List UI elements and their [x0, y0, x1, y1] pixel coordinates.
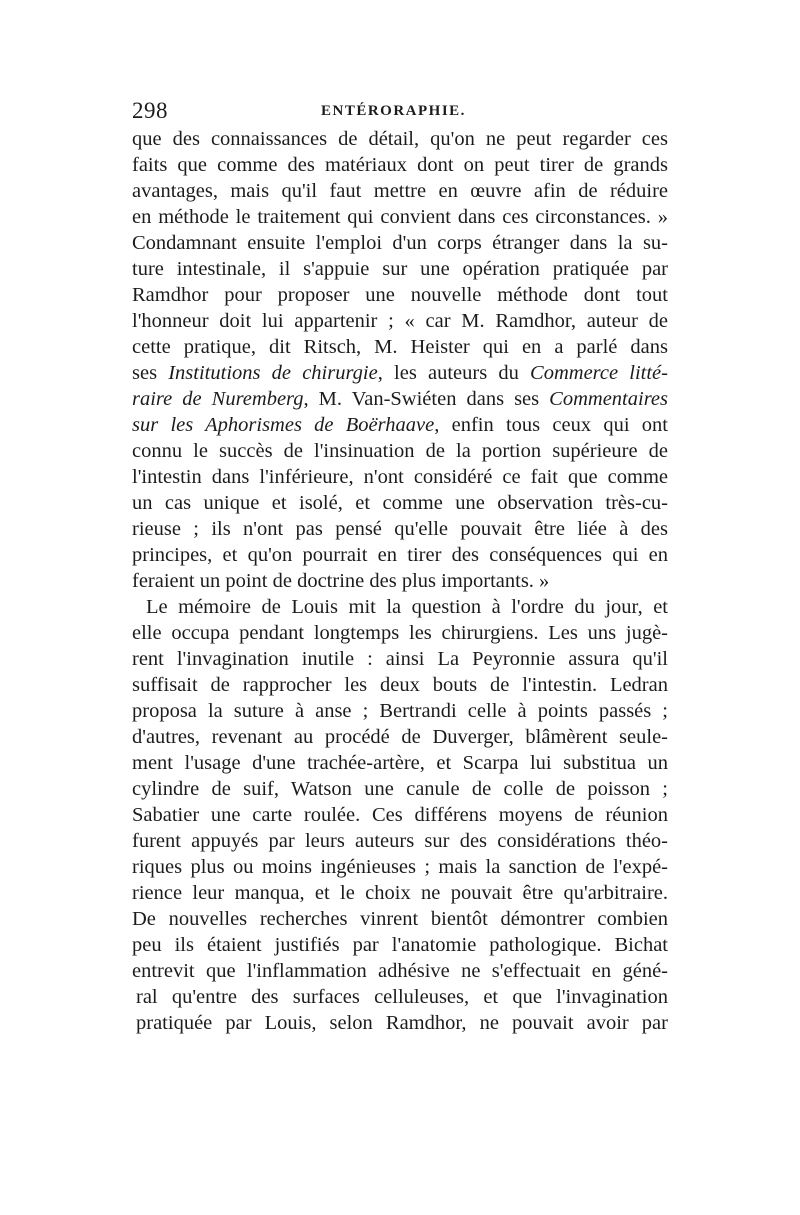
text-line: ment l'usage d'une trachée-artère, et Scarpa lui substitua un	[132, 752, 668, 774]
text-line: rience leur manqua, et le choix ne pouvait être qu'arbitraire.	[132, 882, 668, 904]
running-head: ENTÉRORAPHIE.	[321, 103, 466, 119]
text-line-italic-mixed	[132, 386, 668, 412]
text-line: faits que comme des matériaux dont on peut tirer de grands	[132, 154, 668, 176]
text-line: l'honneur doit lui appartenir ; « car M. Ramdhor, auteur de	[132, 310, 668, 332]
italic-title: raire de Nuremberg	[132, 388, 304, 410]
page-number: 298	[132, 98, 168, 123]
text-line: connu le succès de l'insinuation de la portion supérieure de	[132, 440, 668, 462]
text-line: Condamnant ensuite l'emploi d'un corps étranger dans la su-	[132, 232, 668, 254]
text-line: cylindre de suif, Watson une canule de colle de poisson ;	[132, 778, 668, 800]
text-line: ture intestinale, il s'appuie sur une opération pratiquée par	[132, 258, 668, 280]
text-line: d'autres, revenant au procédé de Duverger, blâmèrent seule-	[132, 726, 668, 748]
text-line: riques plus ou moins ingénieuses ; mais la sanction de l'expé-	[132, 856, 668, 878]
text-line: elle occupa pendant longtemps les chirurgiens. Les uns jugè-	[132, 622, 668, 644]
text-line-italic-mixed	[132, 360, 668, 386]
text-line: pratiquée par Louis, selon Ramdhor, ne pouvait avoir par	[136, 1012, 668, 1034]
text-line: furent appuyés par leurs auteurs sur des considérations théo-	[132, 830, 668, 852]
italic-title: Institutions de chirurgie	[168, 362, 378, 384]
text-line: l'intestin dans l'inférieure, n'ont considéré ce fait que comme	[132, 466, 668, 488]
text-line: Ramdhor pour proposer une nouvelle méthode dont tout	[132, 284, 668, 306]
text-line: rieuse ; ils n'ont pas pensé qu'elle pouvait être liée à des	[132, 518, 668, 540]
text-line: un cas unique et isolé, et comme une observation très-cu-	[132, 492, 668, 514]
text-run: ses	[132, 362, 169, 384]
text-line: en méthode le traitement qui convient dans ces circonstances. »	[132, 206, 668, 228]
text-line-italic-mixed	[132, 412, 668, 438]
text-run: , enfin tous ceux qui ont	[434, 414, 669, 436]
page-header	[132, 96, 662, 128]
text-line: peu ils étaient justifiés par l'anatomie pathologique. Bichat	[132, 934, 668, 956]
text-line: Sabatier une carte roulée. Ces différens moyens de réunion	[132, 804, 668, 826]
italic-title: Commentaires	[549, 388, 668, 410]
text-line: rent l'invagination inutile : ainsi La Peyronnie assura qu'il	[132, 648, 668, 670]
text-line: que des connaissances de détail, qu'on ne peut regarder ces	[132, 128, 668, 150]
text-run: , M. Van-Swiéten dans ses	[303, 388, 550, 410]
italic-title: Commerce litté-	[530, 362, 668, 384]
body-text	[132, 126, 668, 1036]
text-line: suffisait de rapprocher les deux bouts de l'intestin. Ledran	[132, 674, 668, 696]
text-line: entrevit que l'inflammation adhésive ne s'effectuait en géné-	[132, 960, 668, 982]
italic-title: sur les Aphorismes de Boërhaave	[132, 414, 435, 436]
text-line: De nouvelles recherches vinrent bientôt démontrer combien	[132, 908, 668, 930]
text-line: principes, et qu'on pourrait en tirer des conséquences qui en	[132, 544, 668, 566]
text-line: avantages, mais qu'il faut mettre en œuvre afin de réduire	[132, 180, 668, 202]
text-line: ral qu'entre des surfaces celluleuses, et que l'invagination	[136, 986, 668, 1008]
text-line: cette pratique, dit Ritsch, M. Heister qui en a parlé dans	[132, 336, 668, 358]
text-line: proposa la suture à anse ; Bertrandi celle à points passés ;	[132, 700, 668, 722]
paragraph-first-line: Le mémoire de Louis mit la question à l'ordre du jour, et	[146, 596, 668, 618]
text-line: feraient un point de doctrine des plus importants. »	[132, 570, 550, 592]
text-run: , les auteurs du	[377, 362, 531, 384]
